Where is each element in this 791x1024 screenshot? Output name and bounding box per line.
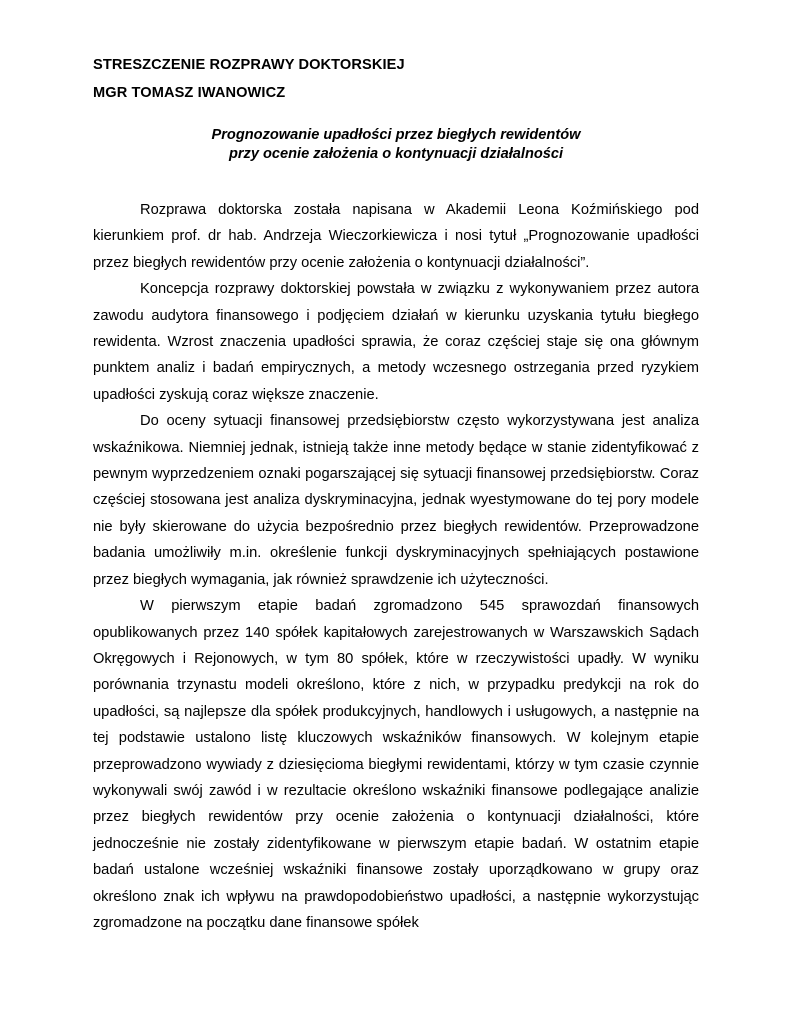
thesis-title-line-2: przy ocenie założenia o kontynuacji działalności [228,146,564,162]
paragraph-3: Do oceny sytuacji finansowej przedsiębiorstw często wykorzystywana jest analiza wskaźnikowa. Niemniej jednak, istnieją także inne metody będące w stanie zidentyfikować z pewnym wyprzedzeniem oznaki pogarszającej się sytuacji finansowej przedsiębiorstw. Coraz częściej stosowana jest analiza dyskryminacyjna, jednak wyestymowane do tej pory modele nie były skierowane do użycia bezpośrednio przez biegłych rewidentów. Przeprowadzone badania umożliwiły m.in. określenie funkcji dyskryminacyjnych spełniających postawione przez biegłych wymagania, jak również sprawdzenie ich użyteczności. [93,413,699,588]
document-body [93,197,699,936]
paragraph-2: Koncepcja rozprawy doktorskiej powstała w związku z wykonywaniem przez autora zawodu audytora finansowego i podjęciem działań w kierunku uzyskania tytułu biegłego rewidenta. Wzrost znaczenia upadłości sprawia, że coraz częściej staje się ona głównym punktem analiz i badań empirycznych, a metody wczesnego ostrzegania przed ryzykiem upadłości zyskują coraz większe znaczenie. [93,281,699,403]
document-heading-summary: STRESZCZENIE ROZPRAWY DOKTORSKIEJ [93,57,405,73]
thesis-title-line-1: Prognozowanie upadłości przez biegłych rewidentów [211,127,581,143]
paragraph-1: Rozprawa doktorska została napisana w Akademii Leona Koźmińskiego pod kierunkiem prof. dr hab. Andrzeja Wieczorkiewicza i nosi tytuł „Prognozowanie upadłości przez biegłych rewidentów przy ocenie założenia o kontynuacji działalności”. [93,202,699,271]
paragraph-4: W pierwszym etapie badań zgromadzono 545 sprawozdań finansowych opublikowanych przez 140 spółek kapitałowych zarejestrowanych w Warszawskich Sądach Okręgowych i Rejonowych, w tym 80 spółek, które w rzeczywistości upadły. W wyniku porównania trzynastu modeli określono, które z nich, w przypadku predykcji na rok do upadłości, są najlepsze dla spółek produkcyjnych, handlowych i usługowych, a następnie na tej podstawie ustalono listę kluczowych wskaźników finansowych. W kolejnym etapie przeprowadzono wywiady z dziesięcioma biegłymi rewidentami, którzy w tym czasie czynnie wykonywali swój zawód i w rezultacie określono wskaźniki finansowe podlegające analizie przez biegłych rewidentów przy ocenie założenia o kontynuacji działalności, które jednocześnie nie zostały zidentyfikowane w pierwszym etapie badań. W ostatnim etapie badań ustalone wcześniej wskaźniki finansowe zostały uporządkowano w grupy oraz określono znak ich wpływu na prawdopodobieństwo upadłości, a następnie wykorzystując zgromadzone na początku dane finansowe spółek [93,598,699,931]
document-heading-author: MGR TOMASZ IWANOWICZ [93,85,286,101]
